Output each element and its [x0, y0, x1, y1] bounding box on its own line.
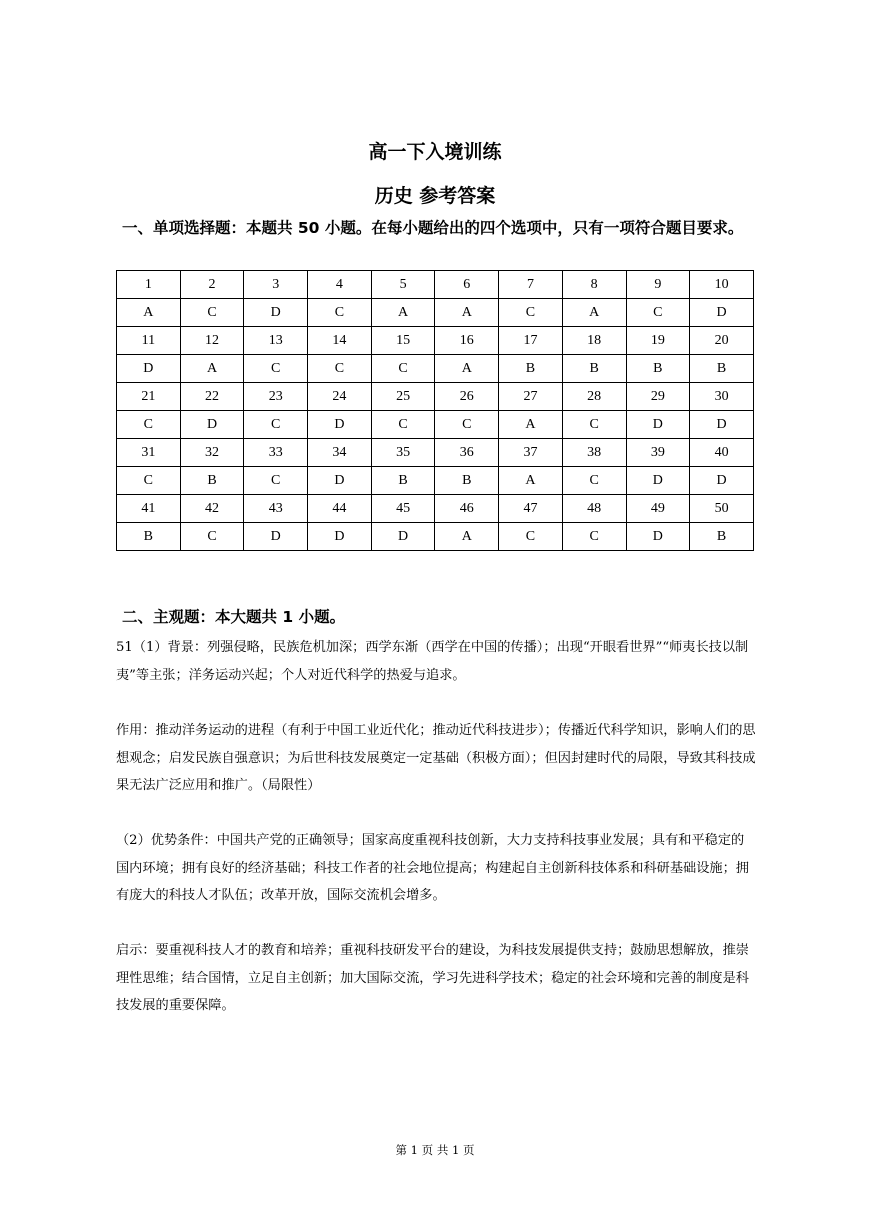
question-number: 21	[117, 383, 181, 411]
answer-cell: C	[371, 411, 435, 439]
answer-cell: B	[562, 355, 626, 383]
answer-cell: D	[244, 523, 308, 551]
document-title: 高一下入境训练	[368, 141, 502, 163]
answer-cell: A	[371, 299, 435, 327]
answer-cell: B	[499, 355, 563, 383]
question-number: 38	[562, 439, 626, 467]
page-footer: 第 1 页 共 1 页	[395, 1143, 475, 1157]
answer-cell: D	[244, 299, 308, 327]
question-number: 44	[308, 495, 372, 523]
question-number: 11	[117, 327, 181, 355]
answer-cell: D	[626, 523, 690, 551]
answer-cell: A	[435, 299, 499, 327]
table-row-numbers	[117, 327, 754, 355]
answer-paragraph-background: 51（1）背景：列强侵略，民族危机加深；西学东渐（西学在中国的传播）；出现“开眼看世界”“师夷长技以制夷”等主张；洋务运动兴起；个人对近代科学的热爱与追求。	[116, 640, 749, 683]
question-number: 39	[626, 439, 690, 467]
question-number: 15	[371, 327, 435, 355]
question-number: 33	[244, 439, 308, 467]
question-number: 12	[180, 327, 244, 355]
answer-cell: C	[562, 523, 626, 551]
answer-cell: C	[435, 411, 499, 439]
answer-paragraph-effect: 作用：推动洋务运动的进程（有利于中国工业近代化；推动近代科技进步）；传播近代科学知识，影响人们的思想观念；启发民族自强意识；为后世科技发展奠定一定基础（积极方面）；但因封建时代的局限，导致其科技成果无法广泛应用和推广。（局限性）	[116, 723, 756, 793]
table-row-numbers	[117, 495, 754, 523]
question-number: 23	[244, 383, 308, 411]
question-number: 46	[435, 495, 499, 523]
answer-cell: A	[180, 355, 244, 383]
question-number: 32	[180, 439, 244, 467]
answer-cell: B	[435, 467, 499, 495]
question-number: 30	[690, 383, 754, 411]
question-number: 19	[626, 327, 690, 355]
question-number: 20	[690, 327, 754, 355]
answer-cell: C	[244, 467, 308, 495]
answer-cell: D	[371, 523, 435, 551]
answer-cell: C	[562, 467, 626, 495]
question-number: 45	[371, 495, 435, 523]
question-number: 25	[371, 383, 435, 411]
question-number: 10	[690, 271, 754, 299]
answer-cell: C	[117, 467, 181, 495]
answer-cell: C	[626, 299, 690, 327]
answer-paragraph-advantages: （2）优势条件：中国共产党的正确领导；国家高度重视科技创新，大力支持科技事业发展；具有和平稳定的国内环境；拥有良好的经济基础；科技工作者的社会地位提高；构建起自主创新科技体系和科研基础设施；拥有庞大的科技人才队伍；改革开放，国际交流机会增多。	[116, 833, 749, 903]
answer-cell: D	[690, 411, 754, 439]
answer-cell: D	[117, 355, 181, 383]
question-number: 50	[690, 495, 754, 523]
question-number: 4	[308, 271, 372, 299]
answer-cell: A	[435, 523, 499, 551]
answer-paragraph-insights: 启示：要重视科技人才的教育和培养；重视科技研发平台的建设，为科技发展提供支持；鼓励思想解放，推崇理性思维；结合国情，立足自主创新；加大国际交流，学习先进科学技术；稳定的社会环境和完善的制度是科技发展的重要保障。	[116, 943, 749, 1013]
question-number: 16	[435, 327, 499, 355]
answer-cell: C	[180, 299, 244, 327]
question-number: 6	[435, 271, 499, 299]
table-row-numbers	[117, 271, 754, 299]
answer-cell: D	[180, 411, 244, 439]
question-number: 26	[435, 383, 499, 411]
answer-cell: C	[244, 355, 308, 383]
table-row-answers	[117, 411, 754, 439]
answer-cell: A	[499, 411, 563, 439]
section-1-heading: 一、单项选择题：本题共 50 小题。在每小题给出的四个选项中，只有一项符合题目要求。	[122, 219, 744, 237]
answer-cell: C	[308, 355, 372, 383]
question-number: 34	[308, 439, 372, 467]
question-number: 22	[180, 383, 244, 411]
answer-cell: C	[499, 299, 563, 327]
table-row-answers	[117, 355, 754, 383]
question-number: 36	[435, 439, 499, 467]
answer-cell: B	[690, 355, 754, 383]
answer-cell: D	[690, 467, 754, 495]
question-number: 35	[371, 439, 435, 467]
question-number: 42	[180, 495, 244, 523]
question-number: 17	[499, 327, 563, 355]
question-number: 5	[371, 271, 435, 299]
answer-cell: B	[371, 467, 435, 495]
answer-cell: C	[371, 355, 435, 383]
table-row-answers	[117, 467, 754, 495]
answer-cell: A	[562, 299, 626, 327]
question-number: 24	[308, 383, 372, 411]
answer-cell: C	[180, 523, 244, 551]
question-number: 29	[626, 383, 690, 411]
question-number: 1	[117, 271, 181, 299]
answer-cell: D	[626, 411, 690, 439]
answer-table	[116, 270, 754, 551]
answer-cell: B	[117, 523, 181, 551]
answer-cell: C	[308, 299, 372, 327]
section-2-heading: 二、主观题：本大题共 1 小题。	[122, 608, 346, 626]
question-number: 28	[562, 383, 626, 411]
answer-cell: B	[626, 355, 690, 383]
answer-cell: C	[244, 411, 308, 439]
table-row-answers	[117, 299, 754, 327]
question-number: 14	[308, 327, 372, 355]
question-number: 40	[690, 439, 754, 467]
answer-cell: A	[499, 467, 563, 495]
table-row-numbers	[117, 383, 754, 411]
document-subtitle: 历史 参考答案	[374, 185, 496, 207]
question-number: 31	[117, 439, 181, 467]
answer-cell: C	[117, 411, 181, 439]
question-number: 47	[499, 495, 563, 523]
answer-cell: D	[308, 411, 372, 439]
answer-cell: C	[562, 411, 626, 439]
question-number: 43	[244, 495, 308, 523]
question-number: 27	[499, 383, 563, 411]
answer-cell: D	[308, 467, 372, 495]
question-number: 3	[244, 271, 308, 299]
question-number: 18	[562, 327, 626, 355]
answer-cell: D	[308, 523, 372, 551]
question-number: 13	[244, 327, 308, 355]
answer-cell: A	[117, 299, 181, 327]
question-number: 7	[499, 271, 563, 299]
question-number: 9	[626, 271, 690, 299]
answer-cell: C	[499, 523, 563, 551]
answer-cell: B	[180, 467, 244, 495]
answer-cell: B	[690, 523, 754, 551]
question-number: 41	[117, 495, 181, 523]
answer-cell: A	[435, 355, 499, 383]
answer-cell: D	[626, 467, 690, 495]
table-row-numbers	[117, 439, 754, 467]
question-number: 49	[626, 495, 690, 523]
answer-cell: D	[690, 299, 754, 327]
question-number: 37	[499, 439, 563, 467]
question-number: 48	[562, 495, 626, 523]
question-number: 2	[180, 271, 244, 299]
question-number: 8	[562, 271, 626, 299]
table-row-answers	[117, 523, 754, 551]
